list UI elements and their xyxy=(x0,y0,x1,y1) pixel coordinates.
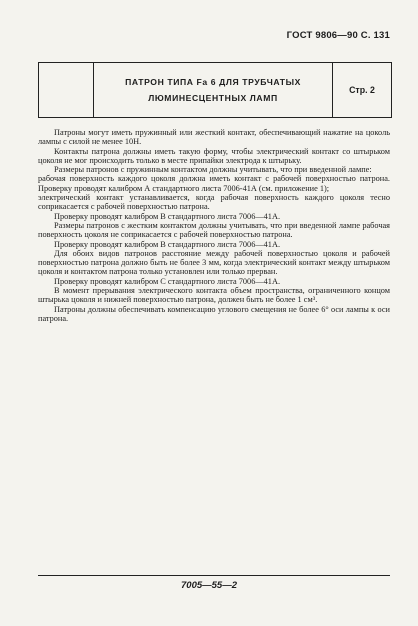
paragraph: Размеры патронов с пружинным контактом должны учитывать, что при введенной лампе: xyxy=(54,165,372,175)
paragraph: Проверку проводят калибром С стандартного листа 7006—41А. xyxy=(54,276,281,286)
standard-sheet-number: 7005—55—2 xyxy=(181,580,237,591)
paragraph: Контакты патрона должны иметь такую форму, чтобы электрический контакт со штырьком цоколя не мог происходить только в месте припайки электрода к штырьку. xyxy=(38,146,390,165)
title-left-cell xyxy=(39,63,94,117)
title-line-1: ПАТРОН ТИПА Fa 6 ДЛЯ ТРУБЧАТЫХ xyxy=(125,77,301,87)
paragraph: Проверку проводят калибром В стандартного листа 7006—41А. xyxy=(54,211,281,221)
paragraph: Патроны должны обеспечивать компенсацию углового смещения не более 6° оси лампы к оси патрона. xyxy=(38,304,390,323)
paragraph: Для обоих видов патронов расстояние между рабочей поверхностью цоколя и рабочей поверхностью патрона должно быть не более 3 мм, когда электрический контакт между штырьком цоколя и контактом патрона только установлен или только прерван. xyxy=(38,248,390,277)
paragraph: Проверку проводят калибром В стандартного листа 7006—41А. xyxy=(54,239,281,249)
footer-rule xyxy=(38,575,390,576)
sheet-page-number: Стр. 2 xyxy=(349,85,375,95)
paragraph: Патроны могут иметь пружинный или жесткий контакт, обеспечивающий нажатие на цоколь лампы с силой не менее 10Н. xyxy=(38,128,390,147)
paragraph: электрический контакт устанавливается, когда рабочая поверхность каждого цоколя тесно соприкасается с рабочей поверхностью патрона. xyxy=(38,193,390,212)
paragraph: В момент прерывания электрического контакта объем пространства, ограниченного концом штырька цоколя и нижней поверхностью патрона, должен быть не более 1 см³. xyxy=(38,286,390,305)
title-main-cell xyxy=(94,63,333,117)
title-line-2: ЛЮМИНЕСЦЕНТНЫХ ЛАМП xyxy=(148,93,278,103)
paragraph: Размеры патронов с жестким контактом должны учитывать, что при введенной лампе рабочая поверхность цоколя не соприкасается с рабочей поверхностью патрона. xyxy=(38,220,390,240)
paragraph: рабочая поверхность каждого цоколя должна иметь контакт с рабочей поверхностью патрона. Проверку проводят калибром А стандартного листа 7006-41А (см. приложение 1); xyxy=(38,174,390,193)
gost-page-reference: ГОСТ 9806—90 С. 131 xyxy=(286,30,390,41)
title-block xyxy=(38,62,392,118)
document-body xyxy=(38,128,390,323)
